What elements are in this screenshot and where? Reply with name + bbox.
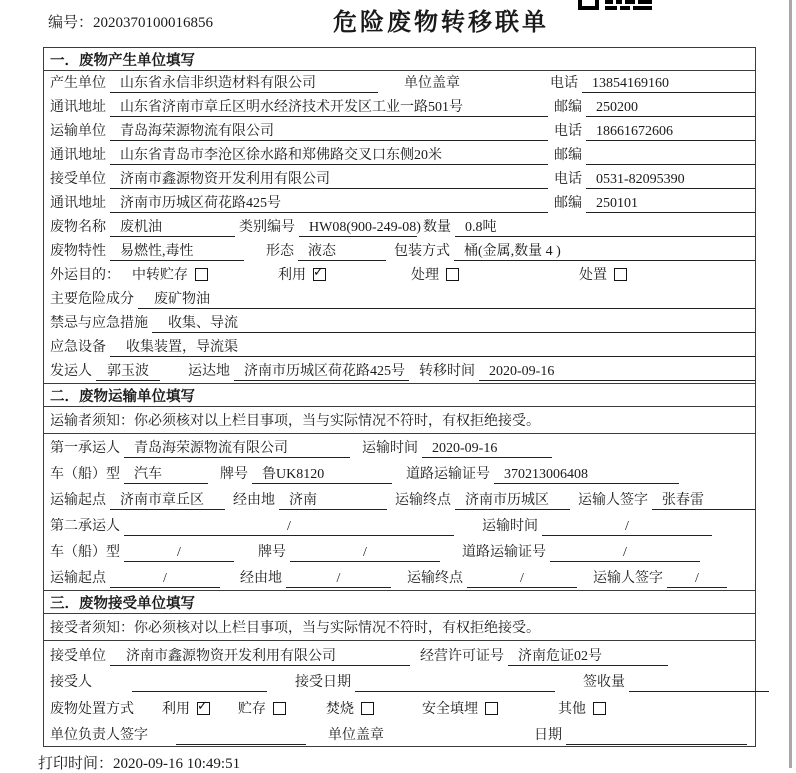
transport-time-label-1: 运输时间 bbox=[362, 441, 418, 456]
zip-value-3: 250101 bbox=[586, 195, 755, 213]
receiver-notice: 接受者须知：你必须核对以上栏目事项，当与实际情况不符时，有权拒绝接受。 bbox=[44, 614, 755, 641]
emergency-measures-value: 收集、导流 bbox=[152, 315, 755, 333]
responsible-signature-value bbox=[176, 727, 306, 745]
origin-value-1: 济南市章丘区 bbox=[110, 492, 225, 510]
disposal-other-label: 其他 bbox=[558, 701, 586, 717]
origin-label-1: 运输起点 bbox=[50, 493, 106, 508]
print-time-label: 打印时间： bbox=[38, 756, 114, 772]
received-quantity-label: 签收量 bbox=[583, 675, 625, 690]
road-license-value-1: 370213006408 bbox=[494, 466, 679, 484]
section-receiver bbox=[44, 590, 755, 747]
address-value-2: 山东省青岛市李沧区徐水路和郑佛路交叉口东侧20米 bbox=[110, 147, 548, 165]
plate-number-label-2: 牌号 bbox=[258, 545, 286, 560]
transport-time-label-2: 运输时间 bbox=[482, 519, 538, 534]
disposal-storage-checkbox bbox=[273, 702, 286, 715]
waste-name-label: 废物名称 bbox=[50, 220, 106, 235]
row-address-1 bbox=[44, 95, 755, 119]
transfer-time-label: 转移时间 bbox=[419, 364, 475, 379]
disposal-incinerate-checkbox bbox=[361, 702, 374, 715]
serial-number bbox=[48, 11, 213, 32]
zip-label-3: 邮编 bbox=[554, 196, 582, 211]
permit-number-value: 济南危证02号 bbox=[508, 648, 668, 666]
serial-value: 2020370100016856 bbox=[93, 15, 214, 31]
transfer-time-value: 2020-09-16 bbox=[479, 363, 755, 381]
row-disposal-method bbox=[44, 694, 755, 721]
address-value-3: 济南市历城区荷花路425号 bbox=[110, 195, 548, 213]
zip-value-1: 250200 bbox=[586, 99, 755, 117]
packing-method-label: 包装方式 bbox=[394, 244, 450, 259]
print-time bbox=[38, 752, 240, 773]
disposal-reuse-checkbox bbox=[197, 702, 210, 715]
second-carrier-value: / bbox=[124, 518, 454, 536]
vehicle-type-label-2: 车（船）型 bbox=[50, 545, 120, 560]
plate-number-value-2: / bbox=[290, 544, 440, 562]
page-edge-line bbox=[789, 0, 792, 768]
transport-time-value-1: 2020-09-16 bbox=[422, 440, 552, 458]
via-value-2: / bbox=[286, 570, 391, 588]
row-main-hazard bbox=[44, 287, 755, 311]
row-vehicle-2 bbox=[44, 538, 755, 564]
emergency-equipment-value: 收集装置，导流渠 bbox=[110, 339, 755, 357]
phone-label-2: 电话 bbox=[554, 124, 582, 139]
packing-method-value: 桶(金属,数量 4 ) bbox=[454, 243, 755, 261]
road-license-value-2: / bbox=[550, 544, 700, 562]
phone-value-2: 18661672606 bbox=[586, 123, 755, 141]
row-route-1 bbox=[44, 486, 755, 512]
section-transport bbox=[44, 383, 755, 590]
disposal-landfill-checkbox bbox=[485, 702, 498, 715]
reuse-checkbox bbox=[313, 268, 326, 281]
terminus-value-2: / bbox=[467, 570, 577, 588]
row-second-carrier bbox=[44, 512, 755, 538]
row-address-2 bbox=[44, 143, 755, 167]
unit-seal-label: 单位盖章 bbox=[328, 728, 384, 743]
date-label: 日期 bbox=[534, 728, 562, 743]
zip-value-2 bbox=[586, 147, 755, 165]
serial-label: 编号： bbox=[48, 15, 94, 31]
terminus-label-2: 运输终点 bbox=[407, 571, 463, 586]
disposal-other-checkbox bbox=[593, 702, 606, 715]
carrier-signature-value-1: 张春雷 bbox=[652, 492, 755, 510]
terminus-value-1: 济南市历城区 bbox=[455, 492, 570, 510]
permit-number-label: 经营许可证号 bbox=[420, 648, 504, 664]
section-2-heading: 二．废物运输单位填写 bbox=[44, 383, 755, 407]
transport-time-value-2: / bbox=[542, 518, 712, 536]
purpose-dispose-label: 处置 bbox=[579, 268, 607, 283]
row-transporter bbox=[44, 119, 755, 143]
row-emergency-measures bbox=[44, 311, 755, 335]
phone-label-3: 电话 bbox=[554, 172, 582, 187]
receiving-unit-value: 济南市鑫源物资开发利用有限公司 bbox=[110, 648, 410, 666]
quantity-label: 数量 bbox=[423, 220, 451, 235]
address-label-2: 通讯地址 bbox=[50, 148, 106, 163]
row-first-carrier bbox=[44, 434, 755, 460]
destination-value: 济南市历城区荷花路425号 bbox=[234, 363, 409, 381]
zip-label-1: 邮编 bbox=[554, 100, 582, 115]
category-code-value: HW08(900-249-08) bbox=[299, 219, 417, 237]
address-value-1: 山东省济南市章丘区明水经济技术开发区工业一路501号 bbox=[110, 99, 548, 117]
via-value-1: 济南 bbox=[279, 492, 387, 510]
emergency-measures-label: 禁忌与应急措施 bbox=[50, 316, 148, 331]
purpose-transit-storage-label: 中转贮存 bbox=[132, 268, 188, 283]
receiver-unit-label: 接受单位 bbox=[50, 172, 106, 187]
row-waste-character bbox=[44, 239, 755, 263]
shipper-label: 发运人 bbox=[50, 364, 92, 379]
carrier-signature-label-2: 运输人签字 bbox=[593, 571, 663, 586]
transfer-purpose-label: 外运目的： bbox=[50, 268, 120, 283]
responsible-signature-label: 单位负责人签字 bbox=[50, 728, 148, 743]
main-hazard-value: 废矿物油 bbox=[138, 291, 755, 309]
row-receiving-unit bbox=[44, 641, 755, 668]
acceptor-label: 接受人 bbox=[50, 675, 92, 690]
date-value bbox=[566, 727, 747, 745]
phone-value-1: 13854169160 bbox=[582, 75, 755, 93]
carrier-signature-label-1: 运输人签字 bbox=[578, 493, 648, 508]
received-quantity-value bbox=[629, 674, 769, 692]
row-address-3 bbox=[44, 191, 755, 215]
form-title: 危险废物转移联单 bbox=[333, 10, 549, 36]
disposal-landfill-label: 安全填埋 bbox=[422, 701, 478, 717]
company-seal-label: 单位盖章 bbox=[404, 76, 460, 91]
disposal-incinerate-label: 焚烧 bbox=[326, 701, 354, 717]
plate-number-label-1: 牌号 bbox=[220, 467, 248, 482]
accept-date-label: 接受日期 bbox=[295, 675, 351, 690]
waste-character-label: 废物特性 bbox=[50, 244, 106, 259]
first-carrier-label: 第一承运人 bbox=[50, 441, 120, 456]
vehicle-type-value-2: / bbox=[124, 544, 234, 562]
row-receiver bbox=[44, 167, 755, 191]
disposal-method-label: 废物处置方式 bbox=[50, 701, 134, 717]
row-responsible-signature bbox=[44, 721, 755, 748]
accept-date-value bbox=[355, 674, 555, 692]
waste-character-value: 易燃性,毒性 bbox=[110, 243, 244, 261]
disposal-reuse-label: 利用 bbox=[162, 701, 190, 717]
section-3-heading: 三．废物接受单位填写 bbox=[44, 590, 755, 614]
row-producer bbox=[44, 71, 755, 95]
transporter-unit-label: 运输单位 bbox=[50, 124, 106, 139]
treat-checkbox bbox=[446, 268, 459, 281]
quantity-value: 0.8吨 bbox=[455, 219, 755, 237]
dispose-checkbox bbox=[614, 268, 627, 281]
waste-form-label: 形态 bbox=[266, 244, 294, 259]
emergency-equipment-label: 应急设备 bbox=[50, 340, 106, 355]
road-license-label-1: 道路运输证号 bbox=[406, 467, 490, 482]
row-vehicle-1 bbox=[44, 460, 755, 486]
producer-unit-label: 产生单位 bbox=[50, 76, 106, 91]
shipper-value: 郭玉波 bbox=[96, 363, 160, 381]
carrier-signature-value-2: / bbox=[667, 570, 727, 588]
purpose-reuse-label: 利用 bbox=[278, 268, 306, 283]
row-shipper bbox=[44, 359, 755, 383]
form-border bbox=[43, 47, 756, 747]
origin-value-2: / bbox=[110, 570, 220, 588]
purpose-treat-label: 处理 bbox=[411, 268, 439, 283]
second-carrier-label: 第二承运人 bbox=[50, 519, 120, 534]
phone-value-3: 0531-82095390 bbox=[586, 171, 755, 189]
destination-label: 运达地 bbox=[188, 364, 230, 379]
category-code-label: 类别编号 bbox=[239, 220, 295, 235]
row-emergency-equipment bbox=[44, 335, 755, 359]
disposal-storage-label: 贮存 bbox=[238, 701, 266, 717]
vehicle-type-label-1: 车（船）型 bbox=[50, 467, 120, 482]
phone-label-1: 电话 bbox=[550, 76, 578, 91]
producer-unit-value: 山东省永信非织造材料有限公司 bbox=[110, 75, 378, 93]
zip-label-2: 邮编 bbox=[554, 148, 582, 163]
road-license-label-2: 道路运输证号 bbox=[462, 545, 546, 560]
print-time-value: 2020-09-16 10:49:51 bbox=[113, 756, 241, 772]
transporter-notice: 运输者须知：你必须核对以上栏目事项，当与实际情况不符时，有权拒绝接受。 bbox=[44, 407, 755, 434]
acceptor-value bbox=[132, 674, 267, 692]
row-route-2 bbox=[44, 564, 755, 590]
qr-code-fragment bbox=[578, 0, 654, 10]
section-1-heading: 一．废物产生单位填写 bbox=[44, 48, 755, 71]
waste-form-value: 液态 bbox=[298, 243, 386, 261]
receiving-unit-label: 接受单位 bbox=[50, 648, 106, 664]
section-producer bbox=[44, 48, 755, 383]
main-hazard-label: 主要危险成分 bbox=[50, 292, 134, 307]
receiver-unit-value: 济南市鑫源物资开发利用有限公司 bbox=[110, 171, 548, 189]
via-label-2: 经由地 bbox=[240, 571, 282, 586]
address-label-1: 通讯地址 bbox=[50, 100, 106, 115]
transit-storage-checkbox bbox=[195, 268, 208, 281]
row-acceptor bbox=[44, 668, 755, 695]
first-carrier-value: 青岛海荣源物流有限公司 bbox=[124, 440, 350, 458]
plate-number-value-1: 鲁UK8120 bbox=[252, 466, 392, 484]
row-waste-name bbox=[44, 215, 755, 239]
vehicle-type-value-1: 汽车 bbox=[124, 466, 208, 484]
transporter-unit-value: 青岛海荣源物流有限公司 bbox=[110, 123, 548, 141]
row-transfer-purpose bbox=[44, 263, 755, 287]
origin-label-2: 运输起点 bbox=[50, 571, 106, 586]
via-label-1: 经由地 bbox=[233, 493, 275, 508]
waste-name-value: 废机油 bbox=[110, 219, 235, 237]
terminus-label-1: 运输终点 bbox=[395, 493, 451, 508]
address-label-3: 通讯地址 bbox=[50, 196, 106, 211]
